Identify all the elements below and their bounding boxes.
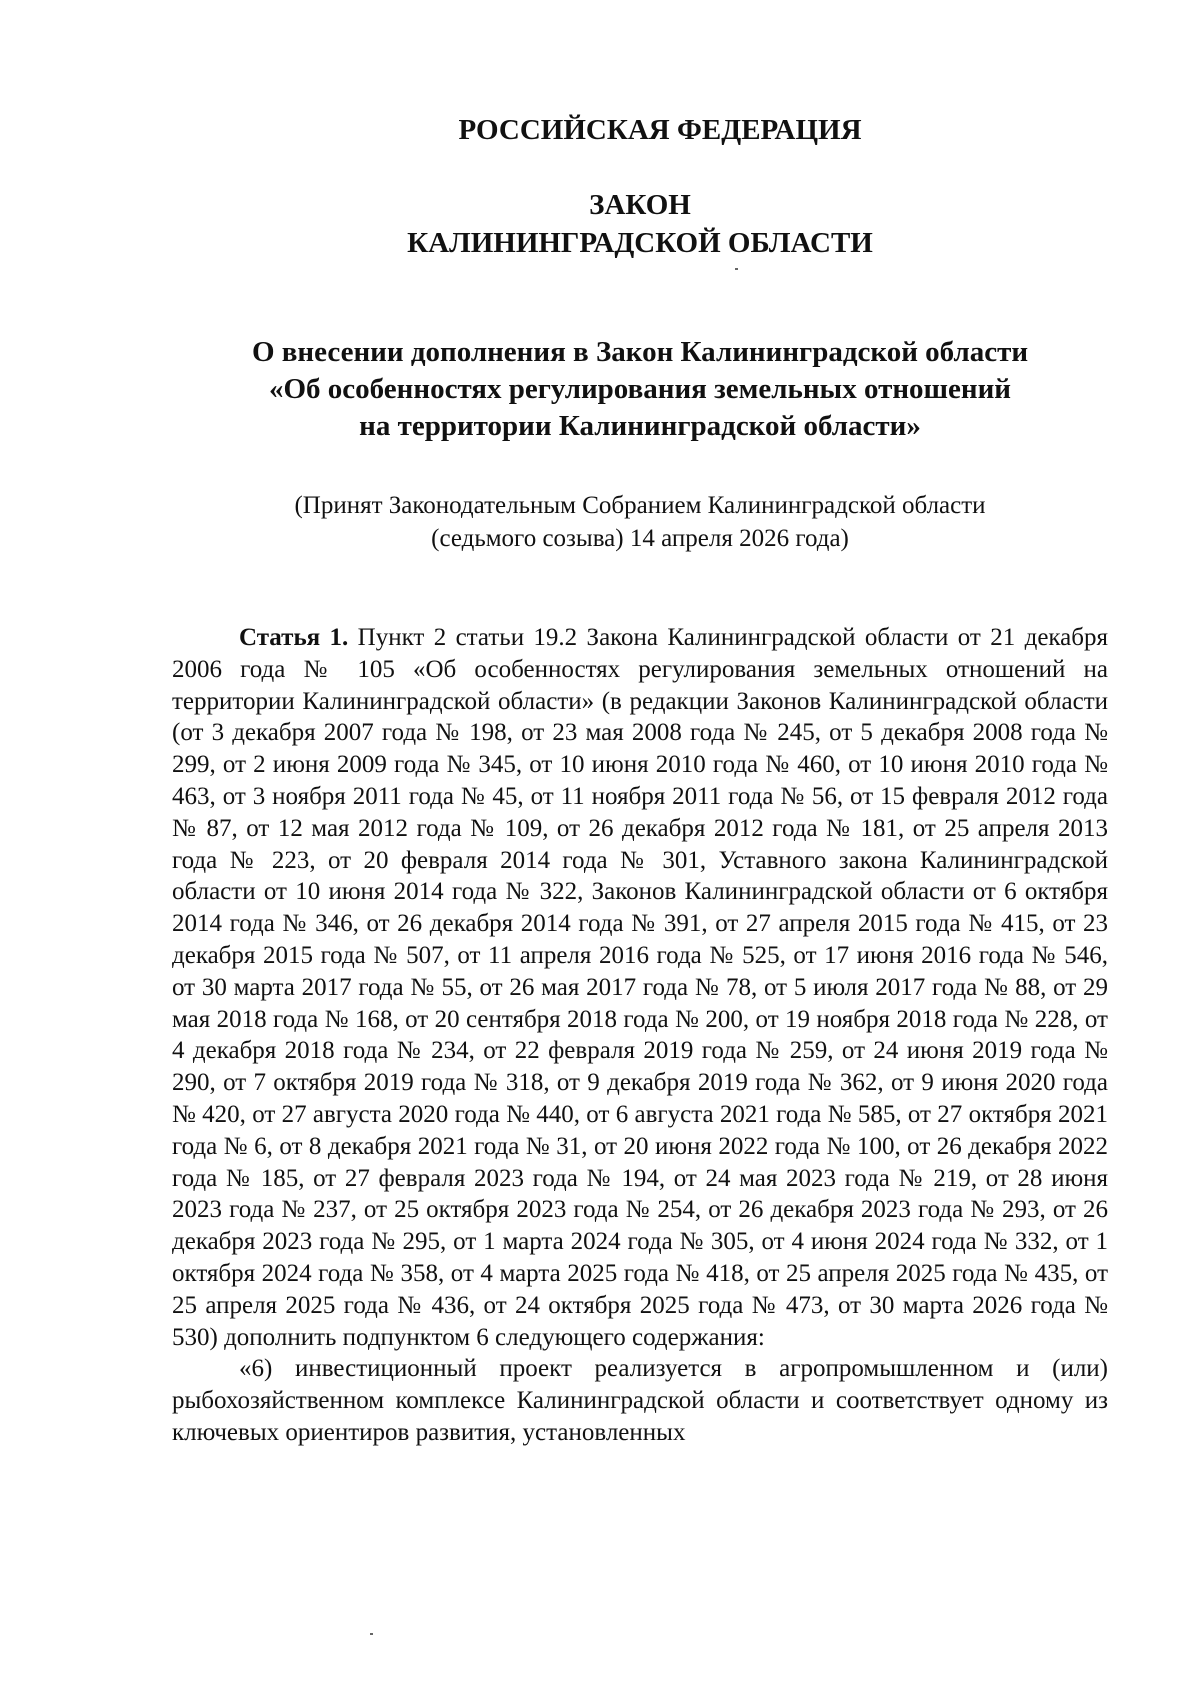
country-heading: РОССИЙСКАЯ ФЕДЕРАЦИЯ: [458, 114, 862, 146]
law-heading-line1: ЗАКОН: [589, 189, 691, 221]
law-title-line2: «Об особенностях регулирования земельных отношений: [268, 373, 1012, 405]
scan-speck: [370, 1633, 373, 1635]
law-title: [172, 334, 1108, 445]
article-1-label: Статья 1.: [239, 624, 349, 651]
law-heading: [172, 186, 1108, 262]
article-1-paragraph: [172, 622, 1108, 1353]
subpoint-6-paragraph: «6) инвестиционный проект реализуется в агропромышленном и (или) рыбохозяйственном комплексе Калининградской области и соответствует одному из ключевых ориентиров развития, установленных: [172, 1355, 1108, 1446]
law-title-line1: О внесении дополнения в Закон Калининградской области: [251, 336, 1029, 368]
document-body: [172, 622, 1108, 1449]
scan-speck: [735, 268, 738, 270]
law-title-line3: на территории Калининградской области»: [359, 410, 921, 442]
law-heading-line2: КАЛИНИНГРАДСКОЙ ОБЛАСТИ: [407, 227, 873, 259]
adoption-note-line2: (седьмого созыва) 14 апреля 2026 года): [431, 525, 849, 552]
adoption-note-line1: (Принят Законодательным Собранием Калининградской области: [294, 492, 986, 519]
article-1-text: Пункт 2 статьи 19.2 Закона Калининградской области от 21 декабря 2006 года № 105 «Об особенностях регулирования земельных отношений на территории Калининградской области» (в редакции Законов Калининградской области (от 3 декабря 2007 года № 198, от 23 мая 2008 года № 245, от 5 декабря 2008 года № 299, от 2 июня 2009 года № 345, от 10 июня 2010 года № 460, от 10 июня 2010 года № 463, от 3 ноября 2011 года № 45, от 11 ноября 2011 года № 56, от 15 февраля 2012 года № 87, от 12 мая 2012 года № 109, от 26 декабря 2012 года № 181, от 25 апреля 2013 года № 223, от 20 февраля 2014 года № 301, Уставного закона Калининградской области от 10 июня 2014 года № 322, Законов Калининградской области от 6 октября 2014 года № 346, от 26 декабря 2014 года № 391, от 27 апреля 2015 года № 415, от 23 декабря 2015 года № 507, от 11 апреля 2016 года № 525, от 17 июня 2016 года № 546, от 30 марта 2017 года № 55, от 26 мая 2017 года № 78, от 5 июля 2017 года № 88, от 29 мая 2018 года № 168, от 20 сентября 2018 года № 200, от 19 ноября 2018 года № 228, от 4 декабря 2018 года № 234, от 22 февраля 2019 года № 259, от 24 июня 2019 года № 290, от 7 октября 2019 года № 318, от 9 декабря 2019 года № 362, от 9 июня 2020 года № 420, от 27 августа 2020 года № 440, от 6 августа 2021 года № 585, от 27 октября 2021 года № 6, от 8 декабря 2021 года № 31, от 20 июня 2022 года № 100, от 26 декабря 2022 года № 185, от 27 февраля 2023 года № 194, от 24 мая 2023 года № 219, от 28 июня 2023 года № 237, от 25 октября 2023 года № 254, от 26 декабря 2023 года № 293, от 26 декабря 2023 года № 295, от 1 марта 2024 года № 305, от 4 июня 2024 года № 332, от 1 октября 2024 года № 358, от 4 марта 2025 года № 418, от 25 апреля 2025 года № 435, от 25 апреля 2025 года № 436, от 24 октября 2025 года № 473, от 30 марта 2026 года № 530) дополнить подпунктом 6 следующего содержания:: [172, 624, 1108, 1351]
adoption-note: [172, 489, 1108, 555]
